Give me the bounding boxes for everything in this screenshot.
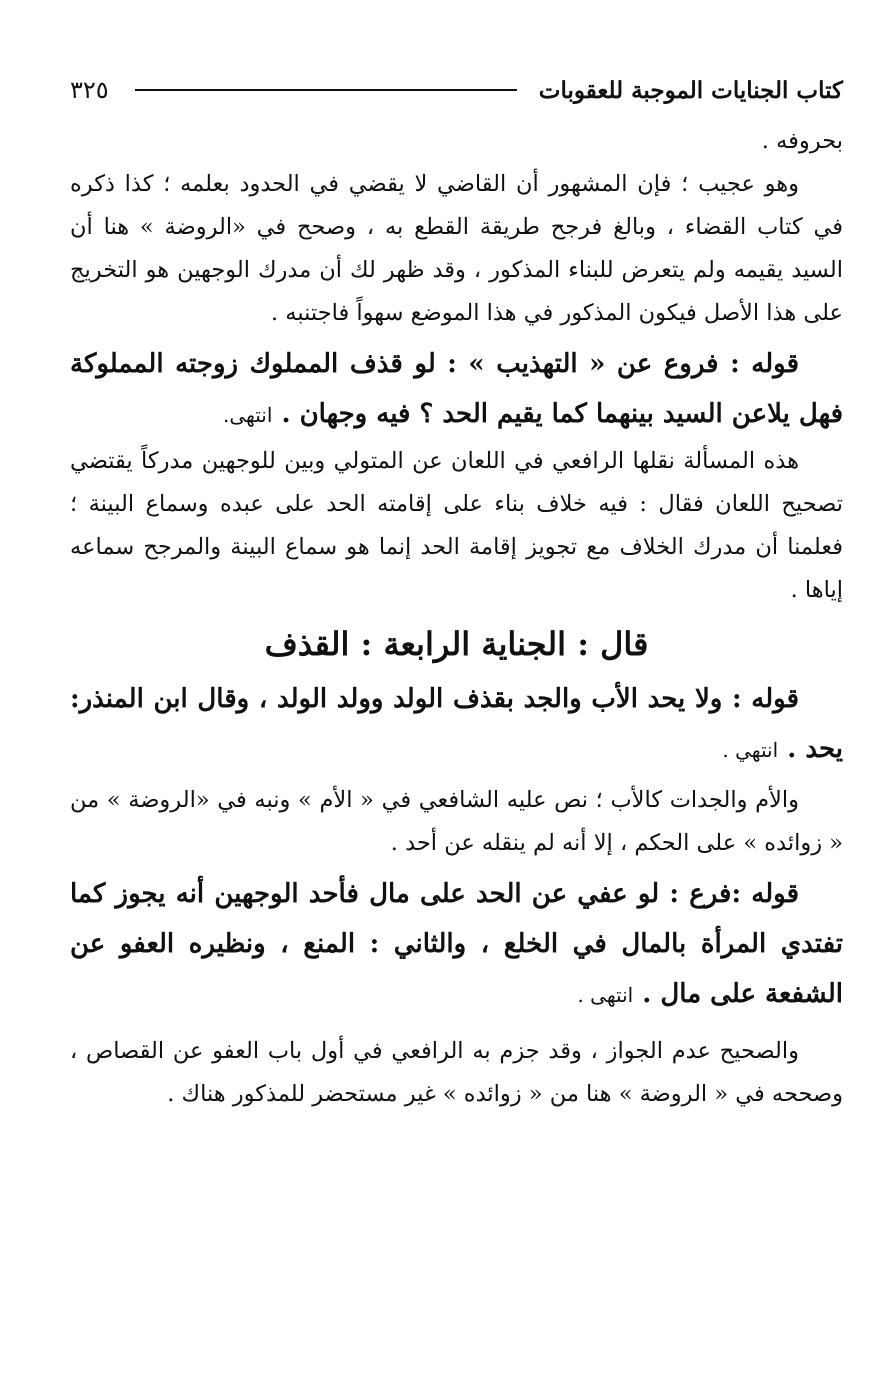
running-title: كتاب الجنايات الموجبة للعقوبات (538, 76, 843, 104)
quoted-statement-2 (70, 674, 843, 775)
header-rule (135, 89, 517, 91)
paragraph-4: والأم والجدات كالأب ؛ نص عليه الشافعي في « الأم » ونبه في «الروضة » من « زوائده » على الحكم ، إلا أنه لم ينقله عن أحد . (70, 787, 843, 856)
quoted-statement-2-text: قوله : ولا يحد الأب والجد بقذف الولد وولد الولد ، وقال ابن المنذر: يحد . (70, 684, 843, 764)
quoted-statement-1-end: انتهى. (223, 403, 273, 427)
quoted-statement-1 (70, 339, 843, 440)
paragraph-5: والصحيح عدم الجواز ، وقد جزم به الرافعي في أول باب العفو عن القصاص ، وصححه في « الروضة » هنا من « زوائده » غير مستحضر للمذكور هناك . (70, 1038, 843, 1107)
paragraph-2: وهو عجيب ؛ فإن المشهور أن القاضي لا يقضي في الحدود بعلمه ؛ كذا ذكره في كتاب القضاء ، وبالغ فرجح طريقة القطع به ، وصحح في «الروضة » هنا أن السيد يقيمه ولم يتعرض للبناء المذكور ، وقد ظهر لك أن مدرك الوجهين هو التخريج على هذا الأصل فيكون المذكور في هذا الموضع سهواً فاجتنبه . (70, 171, 843, 326)
page-number: ٣٢٥ (70, 76, 109, 104)
quoted-statement-3-text: قوله :فرع : لو عفي عن الحد على مال فأحد الوجهين أنه يجوز كما تفتدي المرأة بالمال في الخلع ، والثاني : المنع ، ونظيره العفو عن الشفعة على مال . (70, 879, 843, 1009)
quoted-statement-3 (70, 869, 843, 1020)
quoted-statement-2-end: انتهي . (722, 738, 779, 762)
paragraph-1: بحروفه . (761, 128, 843, 154)
paragraph-3: هذه المسألة نقلها الرافعي في اللعان عن المتولي وبين للوجهين مدركاً يقتضي تصحيح اللعان فقال : فيه خلاف بناء على إقامته الحد على عبده وسماع البينة ؛ فعلمنا أن مدرك الخلاف مع تجويز إقامة الحد إنما هو سماع البينة والمرجح سماعه إياها . (70, 448, 843, 603)
running-header (70, 68, 843, 112)
section-heading: قال : الجناية الرابعة : القذف (264, 625, 649, 663)
quoted-statement-1-text: قوله : فروع عن « التهذيب » : لو قذف المملوك زوجته المملوكة فهل يلاعن السيد بينهما كما يقيم الحد ؟ فيه وجهان . (70, 349, 843, 429)
quoted-statement-3-end: انتهى . (577, 983, 634, 1007)
